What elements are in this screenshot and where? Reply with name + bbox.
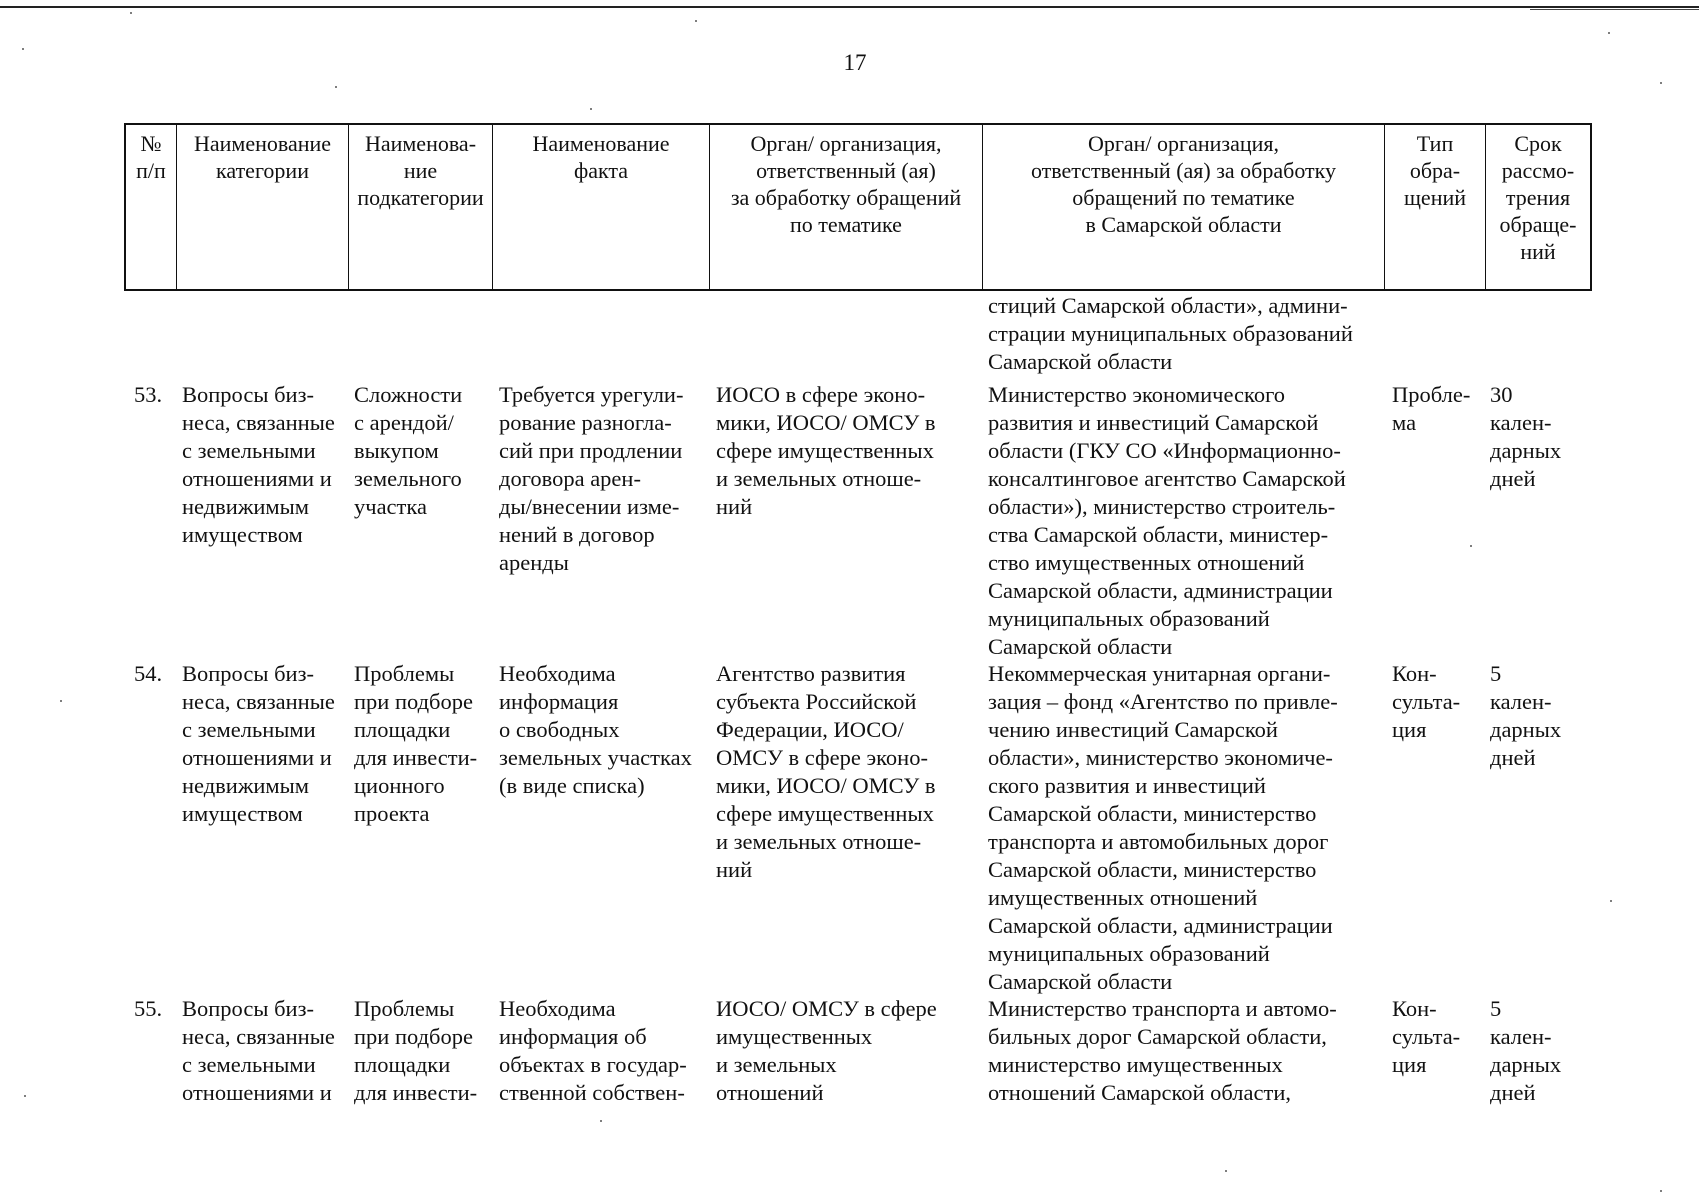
scan-speck — [590, 108, 592, 110]
row-category: Вопросы биз- неса, связанные с земельными отношениями и недвижимым имуществом — [182, 382, 335, 547]
header-fact: Наименование факта — [493, 125, 710, 289]
row-org: ИОСО/ ОМСУ в сфере имущественных и земельных отношений — [716, 996, 937, 1105]
row-subcategory: Проблемы при подборе площадки для инвести- — [354, 996, 478, 1105]
header-org: Орган/ организация, ответственный (ая) за обработку обращений по тематике — [710, 125, 983, 289]
scan-speck — [22, 48, 24, 50]
row-type: Кон- сульта- ция — [1392, 996, 1461, 1077]
row-number: 55. — [134, 996, 163, 1021]
scan-speck — [1608, 32, 1610, 34]
scan-speck — [1470, 545, 1472, 547]
scan-speck — [60, 700, 62, 702]
scan-speck — [695, 20, 697, 22]
row-type: Кон- сульта- ция — [1392, 661, 1461, 742]
row-term: 30 кален- дарных дней — [1490, 382, 1562, 491]
header-org-samara: Орган/ организация, ответственный (ая) за обработку обращений по тематике в Самарской области — [983, 125, 1385, 289]
row-fact: Требуется урегули- рование разногла- сий при продлении договора арен- ды/внесении изме- нений в договор аренды — [499, 382, 684, 575]
table-header — [124, 123, 1592, 291]
scan-speck — [1610, 900, 1612, 902]
scan-speck — [600, 1120, 602, 1122]
top-rule — [0, 6, 1699, 8]
row-subcategory: Сложности с арендой/ выкупом земельного участка — [354, 382, 463, 519]
row-org-samara: Некоммерческая унитарная органи- зация – фонд «Агентство по привле- чению инвестиций Самарской области», министерство экономиче- ского развития и инвестиций Самарской области, министерство транспорта и автомобильных дорог Самарской области, министерство имущественных отношений Самарской области, администрации муниципальных образований Самарской области — [988, 661, 1338, 994]
page-number: 17 — [843, 50, 867, 75]
row-term: 5 кален- дарных дней — [1490, 661, 1562, 770]
scan-speck — [130, 12, 132, 14]
header-term: Срок рассмо- трения обраще- ний — [1499, 131, 1577, 264]
top-rule-secondary — [1530, 9, 1699, 10]
scan-speck — [335, 86, 337, 88]
row-fact: Необходима информация об объектах в государ- ственной собствен- — [499, 996, 687, 1105]
scan-speck — [1660, 1190, 1662, 1192]
row-type: Пробле- ма — [1392, 382, 1471, 435]
scan-speck — [1225, 1170, 1227, 1172]
row-org-samara: Министерство транспорта и автомо- бильных дорог Самарской области, министерство имущественных отношений Самарской области, — [988, 996, 1337, 1105]
scan-speck — [1660, 82, 1662, 84]
scan-speck — [24, 1095, 26, 1097]
header-type: Тип обра- щений — [1385, 125, 1486, 289]
header-num: № п/п — [126, 125, 177, 289]
row-org: ИОСО в сфере эконо- мики, ИОСО/ ОМСУ в сфере имущественных и земельных отноше- ний — [716, 382, 936, 519]
row-term: 5 кален- дарных дней — [1490, 996, 1562, 1105]
row-category: Вопросы биз- неса, связанные с земельными отношениями и — [182, 996, 335, 1105]
row-fact: Необходима информация о свободных земельных участках (в виде списка) — [499, 661, 692, 798]
row-number: 53. — [134, 382, 163, 407]
header-category: Наименование категории — [177, 125, 349, 289]
row-subcategory: Проблемы при подборе площадки для инвести- ционного проекта — [354, 661, 478, 826]
row-org: Агентство развития субъекта Российской Федерации, ИОСО/ ОМСУ в сфере эконо- мики, ИОСО/ ОМСУ в сфере имущественных и земельных отноше- ний — [716, 661, 936, 882]
row-org-samara: Министерство экономического развития и инвестиций Самарской области (ГКУ СО «Информационно- консалтинговое агентство Самарской области»), министерство строитель- ства Самарской области, министер- ство имущественных отношений Самарской области, администрации муниципальных образований Самарской области — [988, 382, 1346, 659]
row-category: Вопросы биз- неса, связанные с земельными отношениями и недвижимым имуществом — [182, 661, 335, 826]
row-number: 54. — [134, 661, 163, 686]
continuation-text: стиций Самарской области», админи- страции муниципальных образований Самарской области — [988, 293, 1353, 374]
header-subcategory: Наименова- ние подкатегории — [349, 125, 493, 289]
